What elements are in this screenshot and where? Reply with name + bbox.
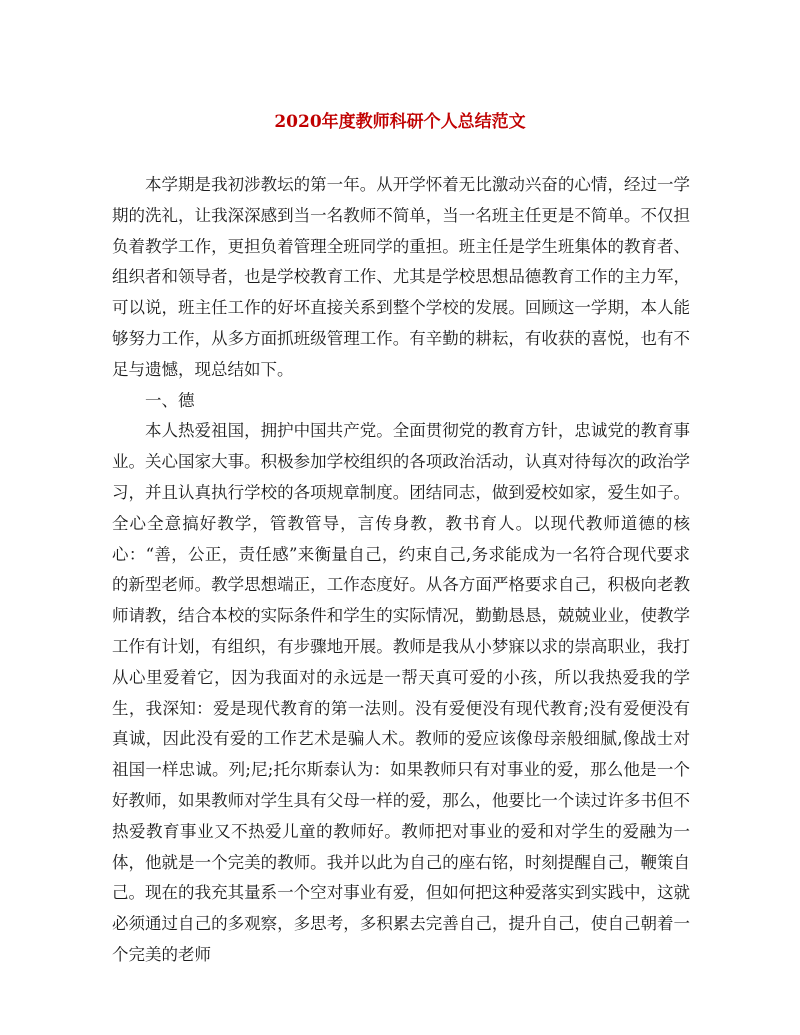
document-body: [112, 170, 690, 971]
section-virtue-paragraph: 本人热爱祖国，拥护中国共产党。全面贯彻党的教育方针，忠诚党的教育事业。关心国家大事。积极参加学校组织的各项政治活动，认真对待每次的政治学习，并且认真执行学校的各项规章制度。团结同志，做到爱校如家，爱生如子。全心全意搞好教学，管教管导，言传身教，教书育人。以现代教师道德的核心：“善，公正，责任感”来衡量自己，约束自己,务求能成为一名符合现代要求的新型老师。教学思想端正，工作态度好。从各方面严格要求自己，积极向老教师请教，结合本校的实际条件和学生的实际情况，勤勤恳恳，兢兢业业，使教学工作有计划，有组织，有步骤地开展。教师是我从小梦寐以求的崇高职业，我打从心里爱着它，因为我面对的永远是一帮天真可爱的小孩，所以我热爱我的学生，我深知：爱是现代教育的第一法则。没有爱便没有现代教育;没有爱便没有真诚，因此没有爱的工作艺术是骗人术。教师的爱应该像母亲般细腻,像战士对祖国一样忠诚。列;尼;托尔斯泰认为：如果教师只有对事业的爱，那么他是一个好教师，如果教师对学生具有父母一样的爱，那么，他要比一个读过许多书但不热爱教育事业又不热爱儿童的教师好。教师把对事业的爱和对学生的爱融为一体，他就是一个完美的教师。我并以此为自己的座右铭，时刻提醒自己，鞭策自己。现在的我充其量系一个空对事业有爱，但如何把这种爱落实到实践中，这就必须通过自己的多观察，多思考，多积累去完善自己，提升自己，使自己朝着一个完美的老师: [112, 421, 690, 964]
section-heading-virtue: 一、德: [145, 390, 195, 410]
document-title: 2020年度教师科研个人总结范文: [274, 112, 526, 132]
intro-paragraph: 本学期是我初涉教坛的第一年。从开学怀着无比激动兴奋的心情，经过一学期的洗礼，让我深深感到当一名教师不简单，当一名班主任更是不简单。不仅担负着教学工作，更担负着管理全班同学的重担。班主任是学生班集体的教育者、组织者和领导者，也是学校教育工作、尤其是学校思想品德教育工作的主力军，可以说，班主任工作的好坏直接关系到整个学校的发展。回顾这一学期，本人能够努力工作，从多方面抓班级管理工作。有辛勤的耕耘，有收获的喜悦，也有不足与遗憾，现总结如下。: [112, 175, 690, 379]
